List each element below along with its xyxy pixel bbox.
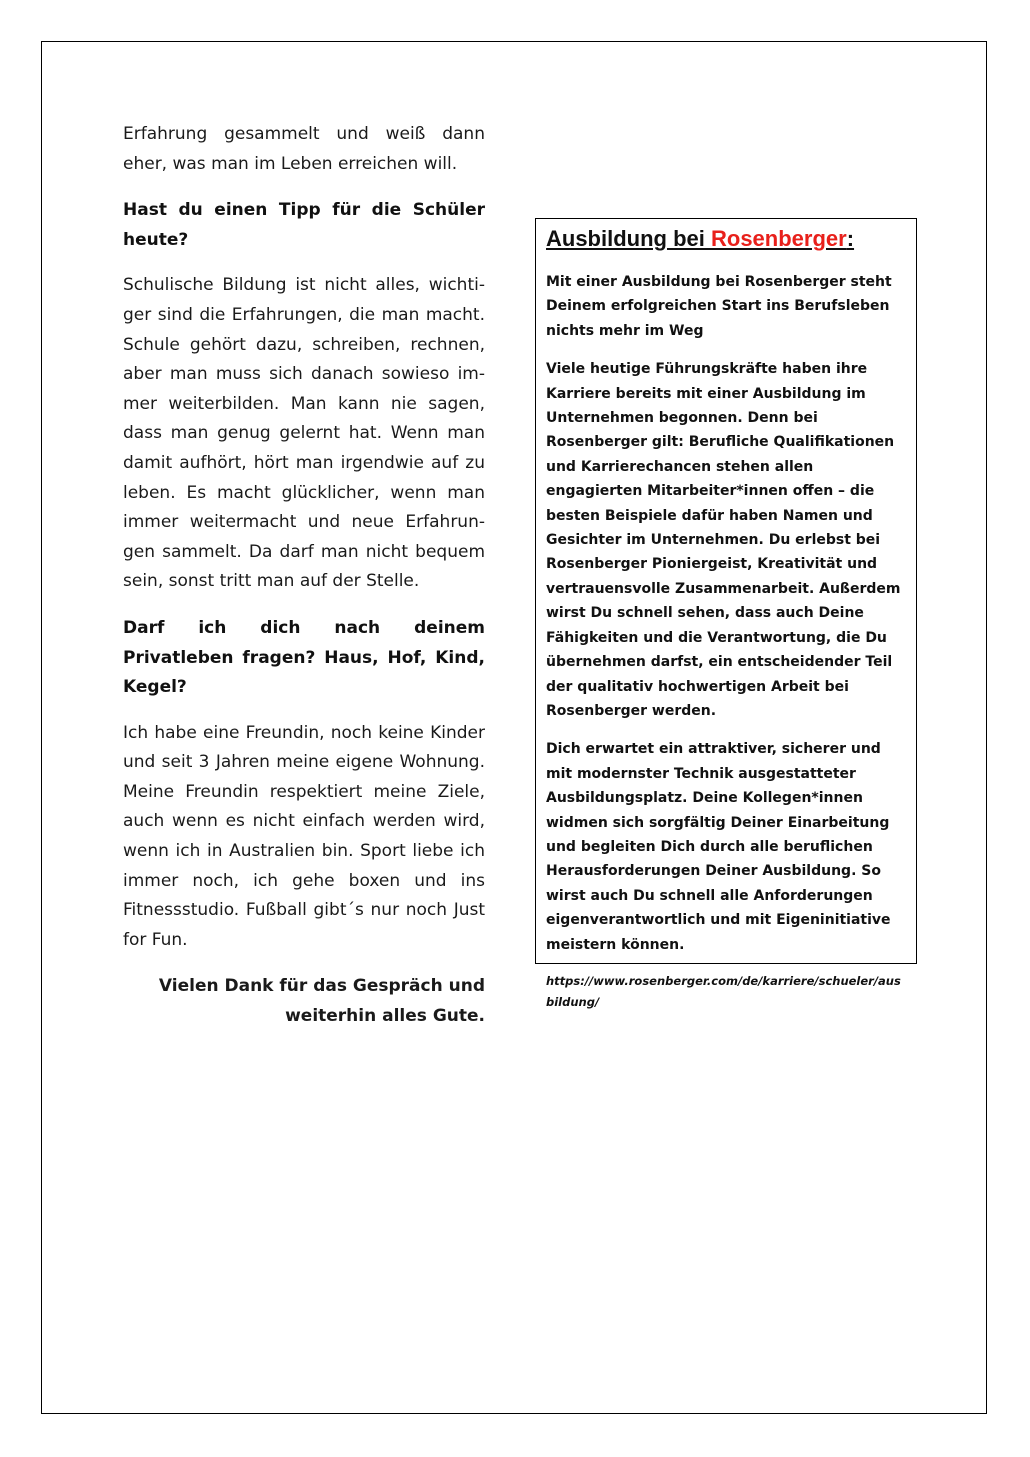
interview-column bbox=[123, 120, 485, 1032]
question-tip: Hast du einen Tipp für die Schüler heute? bbox=[123, 200, 485, 250]
closing-remark: Vielen Dank für das Gespräch und weiterhin alles Gute. bbox=[158, 976, 485, 1027]
infobox-paragraph-workplace: Dich erwartet ein attraktiver, sicherer und mit modernster Technik ausgestatteter Ausbildungsplatz. Deine Kollegen*innen widmen sich sorgfältig Deiner Einarbeitung und begleiten Dich durch alle beruflichen Herausforderungen Deiner Ausbildung. So wirst auch Du schnell alle Anforderungen eigenverantwortlich und mit Eigeninitiative meistern können. bbox=[546, 741, 891, 953]
infobox-paragraph-intro: Mit einer Ausbildung bei Rosenberger steht Deinem erfolgreichen Start ins Berufsleben nichts mehr im Weg bbox=[546, 274, 892, 339]
intro-paragraph: Erfahrung gesammelt und weiß dann eher, was man im Leben erreichen will. bbox=[123, 124, 485, 174]
infobox-paragraph-career: Viele heutige Führungskräfte haben ihre Karriere bereits mit einer Ausbildung im Unternehmen begonnen. Denn bei Rosenberger gilt: Berufliche Qualifikationen und Karrierechancen stehen allen engagierten Mitarbeiter*innen offen – die besten Beispiele dafür haben Namen und Gesichter im Unternehmen. Du erlebst bei Rosenberger Pioniergeist, Kreativität und vertrauensvolle Zusammenarbeit. Außerdem wirst Du schnell sehen, dass auch Deine Fähigkeiten und die Verantwortung, die Du übernehmen darfst, ein entscheidender Teil der qualitativ hochwertigen Arbeit bei Rosenberger werden. bbox=[546, 361, 901, 719]
answer-tip: Schulische Bildung ist nicht alles, wichtiger sind die Erfahrungen, die man macht. Schule gehört dazu, schreiben, rechnen, aber man muss sich danach sowieso immer weiterbilden. Man kann nie sagen, dass man genug gelernt hat. Wenn man damit aufhört, hört man irgendwie auf zu leben. Es macht glücklicher, wenn man immer weitermacht und neue Erfahrungen sammelt. Da darf man nicht bequem sein, sonst tritt man auf der Stelle. bbox=[123, 275, 485, 592]
infobox-title-suffix: : bbox=[846, 226, 855, 251]
infobox-title-brand: Rosenberger bbox=[711, 226, 847, 251]
question-private-life: Darf ich dich nach deinem Privatleben fragen? Haus, Hof, Kind, Kegel? bbox=[123, 617, 485, 698]
training-infobox bbox=[535, 218, 917, 1009]
infobox-source-url: https://www.rosenberger.com/de/karriere/schueler/ausbildung/ bbox=[546, 973, 901, 1009]
answer-private-life: Ich habe eine Freundin, noch keine Kinder und seit 3 Jahren meine eigene Wohnung. Meine Freundin respektiert meine Ziele, auch wenn es nicht einfach werden wird, wenn ich in Australien bin. Sport liebe ich immer noch, ich gehe boxen und ins Fitnessstudio. Fußball gibt´s nur noch Just for Fun. bbox=[123, 722, 485, 950]
infobox-title bbox=[546, 225, 906, 253]
infobox-title-prefix: Ausbildung bei bbox=[546, 226, 711, 251]
